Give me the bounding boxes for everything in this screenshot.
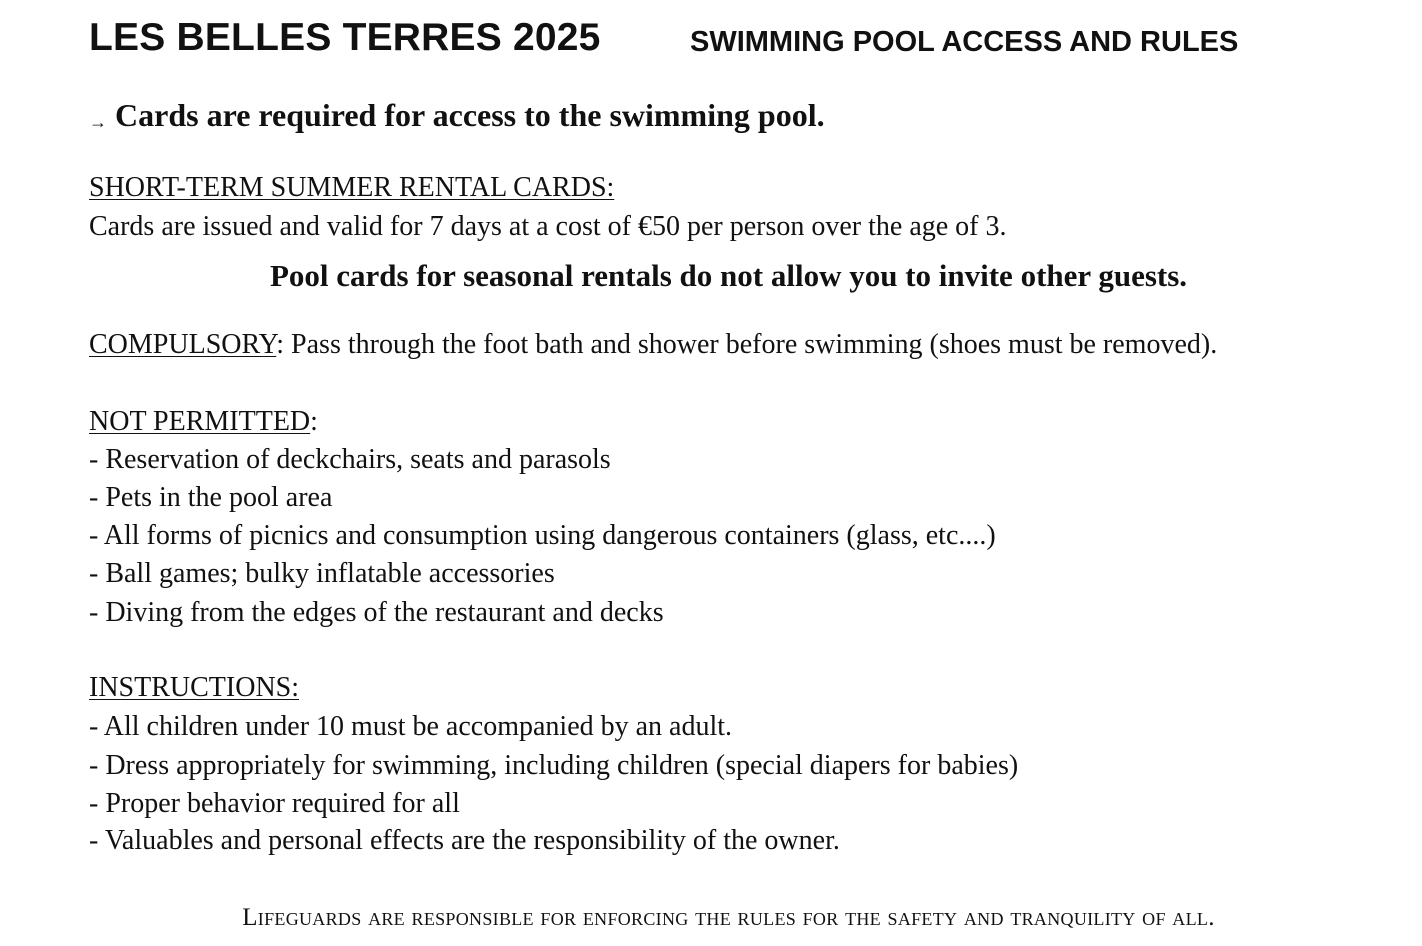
document-subtitle: SWIMMING POOL ACCESS AND RULES	[690, 26, 1239, 58]
instructions-heading: INSTRUCTIONS:	[89, 672, 300, 703]
not-permitted-item: - Ball games; bulky inflatable accessories	[89, 558, 555, 589]
short-term-text: Cards are issued and valid for 7 days at a cost of €50 per person over the age of 3.	[89, 211, 1007, 242]
seasonal-guests-notice: Pool cards for seasonal rentals do not allow you to invite other guests.	[269, 258, 1188, 293]
not-permitted-item: - All forms of picnics and consumption using dangerous containers (glass, etc....)	[89, 520, 996, 551]
not-permitted-item: - Pets in the pool area	[89, 482, 333, 513]
instruction-item: - Proper behavior required for all	[89, 788, 460, 819]
not-permitted-item: - Reservation of deckchairs, seats and parasols	[89, 444, 611, 475]
compulsory-text: : Pass through the foot bath and shower before swimming (shoes must be removed).	[276, 329, 1218, 360]
document-title: LES BELLES TERRES 2025	[89, 16, 601, 59]
compulsory-line	[89, 327, 1217, 363]
short-term-heading: SHORT-TERM SUMMER RENTAL CARDS:	[89, 172, 615, 203]
compulsory-label: COMPULSORY	[89, 329, 277, 360]
not-permitted-heading	[89, 404, 318, 440]
not-permitted-colon: :	[310, 406, 318, 437]
right-arrow-icon: →	[89, 112, 107, 132]
lifeguards-footer: Lifeguards are responsible for enforcing the rules for the safety and tranquility of all.	[242, 904, 1215, 931]
instruction-item: - Dress appropriately for swimming, including children (special diapers for babies)	[89, 750, 1019, 781]
instruction-item: - All children under 10 must be accompanied by an adult.	[89, 711, 733, 742]
card-required-text: Cards are required for access to the swimming pool.	[115, 97, 825, 133]
instruction-item: - Valuables and personal effects are the responsibility of the owner.	[89, 825, 840, 856]
not-permitted-item: - Diving from the edges of the restaurant and decks	[89, 597, 664, 628]
not-permitted-label: NOT PERMITTED	[89, 406, 311, 437]
card-required-notice	[89, 94, 825, 143]
